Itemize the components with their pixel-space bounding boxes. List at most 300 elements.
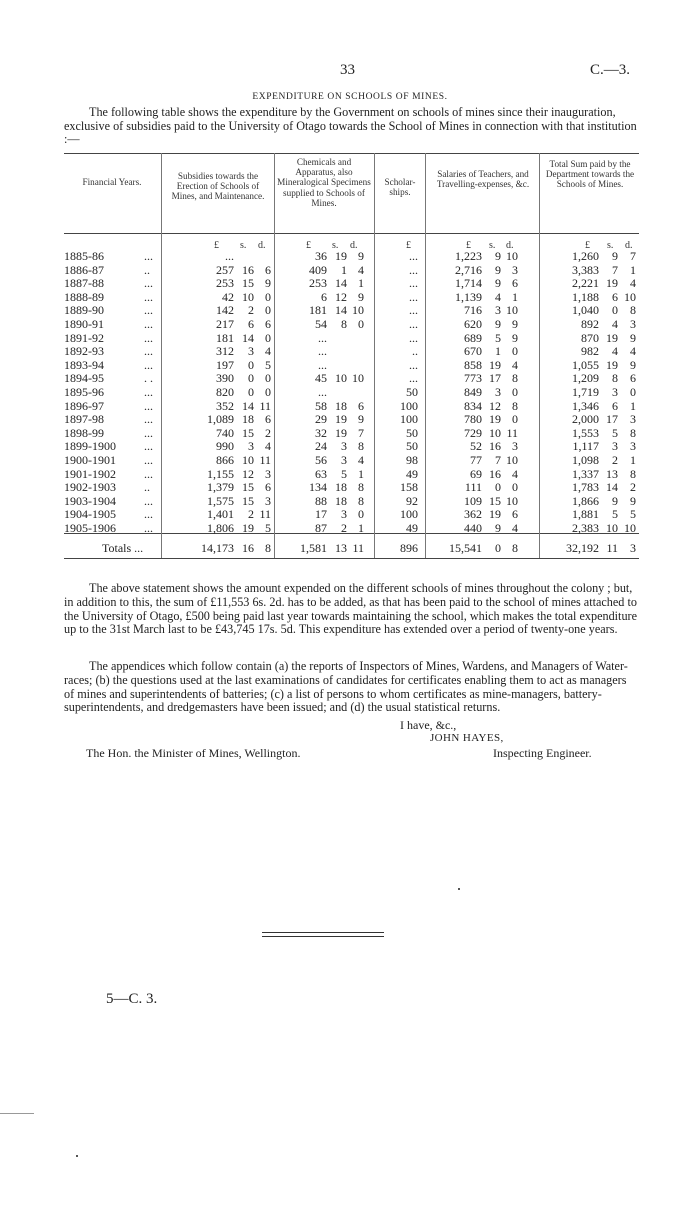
cell: ...: [409, 249, 418, 263]
cell: 2: [630, 480, 636, 495]
cell: 14: [242, 330, 254, 345]
cell: 19: [335, 412, 347, 427]
cell: 87: [315, 521, 327, 535]
cell: 2: [612, 453, 618, 467]
cell: 4: [265, 439, 271, 454]
cell: 14: [242, 398, 254, 413]
cell: ...: [144, 303, 153, 318]
cell: 10: [506, 249, 518, 263]
cell: 7: [495, 453, 501, 467]
cell: 19: [489, 357, 501, 372]
table-row: [64, 331, 639, 345]
cell: 14: [335, 303, 347, 318]
cell: 440: [464, 521, 482, 535]
cell: 362: [464, 507, 482, 522]
cell: 18: [335, 398, 347, 413]
unit-shillings: s.: [607, 240, 614, 251]
cell: ...: [144, 385, 153, 399]
table-row: [64, 507, 639, 521]
cell: 9: [495, 262, 501, 277]
cell: ...: [144, 521, 153, 535]
cell: 9: [358, 412, 364, 427]
financial-year: 1897-98: [64, 412, 104, 427]
document-reference: C.—3.: [590, 62, 631, 78]
cell: 11: [352, 541, 364, 555]
cell: 2,383: [572, 521, 599, 535]
cell: 6: [265, 317, 271, 331]
cell: 4: [630, 276, 636, 291]
header-salaries: Salaries of Teachers, and Travelling-expenses, &c.: [436, 169, 530, 190]
cell: ...: [144, 453, 153, 467]
cell: 3: [512, 262, 518, 277]
cell: 8: [630, 303, 636, 318]
financial-year: 1899-1900: [64, 439, 116, 454]
unit-pence: d.: [258, 240, 266, 251]
cell: 13: [606, 466, 618, 481]
cell: 8: [265, 541, 271, 555]
cell: 0: [630, 385, 636, 399]
financial-year: 1904-1905: [64, 507, 116, 522]
cell: 1: [341, 262, 347, 277]
cell: 1: [358, 521, 364, 535]
cell: 32: [315, 425, 327, 440]
cell: ...: [144, 398, 153, 413]
cell: 773: [464, 371, 482, 386]
table-row: [64, 344, 639, 358]
cell: ..: [412, 344, 418, 359]
cell: 1: [358, 276, 364, 291]
cell: 50: [406, 385, 418, 399]
cell: 13: [335, 541, 347, 555]
cell: 8: [512, 541, 518, 555]
cell: 1,719: [572, 385, 599, 399]
cell: 6: [265, 412, 271, 427]
cell: 217: [216, 317, 234, 331]
cell: 15: [242, 480, 254, 495]
cell: 1,581: [300, 541, 327, 555]
cell: 56: [315, 453, 327, 467]
cell: ...: [409, 330, 418, 345]
cell: 0: [512, 344, 518, 359]
financial-year: 1903-1904: [64, 493, 116, 508]
cell: 6: [512, 276, 518, 291]
cell: 88: [315, 493, 327, 508]
unit-pence: d.: [506, 240, 514, 251]
financial-year: 1893-94: [64, 357, 104, 372]
cell: ...: [409, 371, 418, 386]
cell: ...: [409, 303, 418, 318]
cell: 0: [265, 303, 271, 318]
table-row: [64, 494, 639, 508]
cell: 109: [464, 493, 482, 508]
cell: 9: [512, 330, 518, 345]
cell: 9: [612, 493, 618, 508]
closing-rule: [262, 932, 384, 933]
cell: 4: [265, 344, 271, 359]
cell: 2: [265, 425, 271, 440]
cell: 6: [321, 289, 327, 304]
cell: ...: [318, 344, 327, 359]
cell: 7: [630, 249, 636, 263]
cell: 8: [612, 371, 618, 386]
unit-pound: £: [466, 240, 471, 251]
cell: ...: [409, 289, 418, 304]
page-number: 33: [340, 62, 355, 78]
print-speck: [76, 1155, 78, 1157]
financial-year: 1901-1902: [64, 466, 116, 481]
cell: 9: [265, 276, 271, 291]
cell: 670: [464, 344, 482, 359]
cell: 1,714: [455, 276, 482, 291]
margin-line: [0, 1113, 34, 1114]
cell: 0: [265, 330, 271, 345]
cell: 4: [512, 466, 518, 481]
cell: 9: [512, 317, 518, 331]
cell: 4: [358, 453, 364, 467]
financial-year: 1894-95: [64, 371, 104, 386]
cell: 9: [495, 276, 501, 291]
cell: 409: [309, 262, 327, 277]
table-row: [64, 249, 639, 263]
cell: 9: [495, 249, 501, 263]
financial-year: 1891-92: [64, 330, 104, 345]
cell: 32,192: [566, 541, 599, 555]
cell: 1,117: [572, 439, 599, 454]
table-row: [64, 480, 639, 494]
cell: 740: [216, 425, 234, 440]
financial-year: 1885-86: [64, 249, 104, 263]
cell: 3: [265, 493, 271, 508]
cell: 11: [259, 398, 271, 413]
cell: 18: [335, 493, 347, 508]
cell: 1,098: [572, 453, 599, 467]
cell: 1: [358, 466, 364, 481]
cell: 5: [265, 357, 271, 372]
cell: 98: [406, 453, 418, 467]
cell: 19: [242, 521, 254, 535]
cell: 716: [464, 303, 482, 318]
page-footer-reference: 5—C. 3.: [106, 991, 158, 1007]
cell: 17: [489, 371, 501, 386]
cell: 9: [630, 493, 636, 508]
cell: 3: [248, 344, 254, 359]
cell: 6: [512, 507, 518, 522]
addressee: The Hon. the Minister of Mines, Wellington.: [86, 746, 301, 760]
cell: 42: [222, 289, 234, 304]
cell: 1,806: [207, 521, 234, 535]
cell: 10: [606, 521, 618, 535]
financial-year: 1898-99: [64, 425, 104, 440]
cell: 15: [242, 276, 254, 291]
cell: 0: [265, 385, 271, 399]
cell: 63: [315, 466, 327, 481]
header-total: Total Sum paid by the Department towards the Schools of Mines.: [545, 159, 635, 190]
cell: 6: [265, 262, 271, 277]
cell: 0: [612, 303, 618, 318]
cell: 12: [335, 289, 347, 304]
cell: 15: [242, 493, 254, 508]
cell: 50: [406, 439, 418, 454]
cell: 834: [464, 398, 482, 413]
cell: 1: [630, 262, 636, 277]
financial-year: 1889-90: [64, 303, 104, 318]
cell: 3: [265, 466, 271, 481]
cell: 6: [612, 398, 618, 413]
cell: 10: [506, 453, 518, 467]
cell: 620: [464, 317, 482, 331]
financial-year: 1888-89: [64, 289, 104, 304]
cell: 54: [315, 317, 327, 331]
cell: 8: [358, 439, 364, 454]
cell: 58: [315, 398, 327, 413]
cell: 24: [315, 439, 327, 454]
cell: 9: [612, 249, 618, 263]
cell: 5: [612, 425, 618, 440]
financial-year: 1896-97: [64, 398, 104, 413]
cell: 990: [216, 439, 234, 454]
cell: ...: [144, 289, 153, 304]
cell: . .: [144, 371, 153, 386]
cell: 1,401: [207, 507, 234, 522]
cell: 19: [606, 276, 618, 291]
cell: 11: [259, 453, 271, 467]
cell: 142: [216, 303, 234, 318]
cell: 820: [216, 385, 234, 399]
cell: 49: [406, 466, 418, 481]
cell: 1,337: [572, 466, 599, 481]
cell: 3: [630, 317, 636, 331]
cell: 0: [265, 289, 271, 304]
unit-pound: £: [406, 240, 411, 251]
cell: 15: [489, 493, 501, 508]
financial-year: 1886-87: [64, 262, 104, 277]
cell: 6: [358, 398, 364, 413]
cell: 1,575: [207, 493, 234, 508]
cell: 3,383: [572, 262, 599, 277]
table-row: [64, 521, 639, 535]
cell: 982: [581, 344, 599, 359]
cell: 866: [216, 453, 234, 467]
table-row: [64, 399, 639, 413]
cell: ...: [409, 317, 418, 331]
cell: 1,040: [572, 303, 599, 318]
cell: 1,346: [572, 398, 599, 413]
cell: 29: [315, 412, 327, 427]
unit-shillings: s.: [332, 240, 339, 251]
cell: 2,221: [572, 276, 599, 291]
intro-paragraph: The following table shows the expenditure by the Government on schools of mines since their inauguration, exclusive of subsidies paid to the University of Otago towards the School of Mines in connection with that institution :—: [64, 105, 637, 146]
cell: 1,223: [455, 249, 482, 263]
cell: ...: [144, 249, 153, 263]
cell: ..: [144, 262, 150, 277]
cell: 1,783: [572, 480, 599, 495]
cell: 17: [315, 507, 327, 522]
cell: 3: [341, 507, 347, 522]
cell: 0: [248, 385, 254, 399]
table-row: [64, 303, 639, 317]
cell: 16: [489, 439, 501, 454]
cell: 352: [216, 398, 234, 413]
cell: 4: [512, 357, 518, 372]
cell: 52: [470, 439, 482, 454]
cell: 5: [265, 521, 271, 535]
cell: ...: [144, 330, 153, 345]
cell: ...: [144, 466, 153, 481]
cell: 3: [341, 439, 347, 454]
financial-year: 1905-1906: [64, 521, 116, 535]
cell: ...: [318, 330, 327, 345]
cell: 4: [612, 344, 618, 359]
table-row: [64, 263, 639, 277]
cell: 1: [512, 289, 518, 304]
cell: 50: [406, 425, 418, 440]
cell: 3: [630, 541, 636, 555]
cell: 849: [464, 385, 482, 399]
cell: 14: [335, 276, 347, 291]
cell: 3: [495, 303, 501, 318]
cell: 100: [400, 398, 418, 413]
cell: 1,379: [207, 480, 234, 495]
cell: 253: [309, 276, 327, 291]
financial-year: 1887-88: [64, 276, 104, 291]
cell: 1,260: [572, 249, 599, 263]
cell: 8: [358, 480, 364, 495]
cell: 77: [470, 453, 482, 467]
cell: 69: [470, 466, 482, 481]
cell: 36: [315, 249, 327, 263]
cell: 9: [358, 289, 364, 304]
signatory-position: Inspecting Engineer.: [493, 746, 592, 760]
cell: 5: [630, 507, 636, 522]
cell: ...: [225, 249, 234, 263]
cell: 312: [216, 344, 234, 359]
cell: 14: [606, 480, 618, 495]
cell: 3: [630, 412, 636, 427]
cell: 5: [341, 466, 347, 481]
cell: ...: [144, 507, 153, 522]
cell: 3: [512, 439, 518, 454]
cell: 15,541: [449, 541, 482, 555]
cell: 9: [630, 330, 636, 345]
cell: 18: [242, 412, 254, 427]
cell: 3: [495, 385, 501, 399]
expenditure-table: [64, 153, 639, 567]
table-row: [64, 426, 639, 440]
cell: 1: [630, 453, 636, 467]
unit-shillings: s.: [240, 240, 247, 251]
cell: 689: [464, 330, 482, 345]
cell: 780: [464, 412, 482, 427]
cell: 1,209: [572, 371, 599, 386]
cell: 870: [581, 330, 599, 345]
cell: 8: [512, 371, 518, 386]
cell: 2: [248, 507, 254, 522]
cell: 1,089: [207, 412, 234, 427]
unit-pence: d.: [625, 240, 633, 251]
financial-year: 1895-96: [64, 385, 104, 399]
cell: 181: [309, 303, 327, 318]
print-speck: [458, 888, 460, 890]
financial-year: 1892-93: [64, 344, 104, 359]
cell: 19: [489, 412, 501, 427]
cell: 9: [358, 249, 364, 263]
table-row: [64, 317, 639, 331]
cell: 3: [630, 439, 636, 454]
header-scholarships: Scholar-ships.: [384, 177, 416, 198]
unit-pound: £: [585, 240, 590, 251]
appendices-paragraph: The appendices which follow contain (a) the reports of Inspectors of Mines, Wardens, and Managers of Water-races; (b) the questions used at the last examinations of candidates for certificates enabling them to act as managers of mines and superintendents of batteries; (c) a list of persons to whom certificates as mine-managers, battery-superintendents, and dredgemasters have been issued; and (d) the usual statistical returns.: [64, 659, 628, 715]
cell: 9: [495, 521, 501, 535]
cell: 111: [464, 480, 482, 495]
cell: ...: [144, 425, 153, 440]
cell: 0: [265, 371, 271, 386]
cell: 8: [341, 317, 347, 331]
cell: 1,055: [572, 357, 599, 372]
financial-year: 1902-1903: [64, 480, 116, 495]
cell: 257: [216, 262, 234, 277]
unit-pound: £: [214, 240, 219, 251]
cell: 49: [406, 521, 418, 535]
cell: 0: [248, 357, 254, 372]
cell: 1,139: [455, 289, 482, 304]
cell: 158: [400, 480, 418, 495]
cell: 390: [216, 371, 234, 386]
closing-salutation: I have, &c.,: [400, 718, 457, 732]
cell: 1,553: [572, 425, 599, 440]
cell: 1,866: [572, 493, 599, 508]
cell: ...: [144, 317, 153, 331]
cell: 4: [630, 344, 636, 359]
cell: 896: [400, 541, 418, 555]
cell: 3: [612, 385, 618, 399]
cell: 18: [335, 480, 347, 495]
cell: 7: [612, 262, 618, 277]
header-financial-years: Financial Years.: [82, 177, 142, 187]
cell: 5: [495, 330, 501, 345]
cell: ...: [144, 276, 153, 291]
cell: 9: [495, 317, 501, 331]
financial-year: 1900-1901: [64, 453, 116, 467]
unit-pence: d.: [350, 240, 358, 251]
statement-paragraph: The above statement shows the amount expended on the different schools of mines throughout the colony ; but, in addition to this, the sum of £11,553 6s. 2d. has to be added, as that has been paid to the school of mines attached to the University of Otago, £500 being paid last year towards maintaining the school, which makes the total expenditure up to the 31st March last to be £43,745 17s. 5d. This expenditure has extended over a period of twenty-one years.: [64, 581, 638, 637]
cell: 8: [512, 398, 518, 413]
cell: 858: [464, 357, 482, 372]
cell: 2: [341, 521, 347, 535]
cell: 0: [512, 480, 518, 495]
unit-shillings: s.: [489, 240, 496, 251]
cell: 3: [612, 439, 618, 454]
cell: 3: [248, 439, 254, 454]
cell: 12: [489, 398, 501, 413]
header-chemicals: Chemicals and Apparatus, also Mineralogical Specimens supplied to Schools of Mines.: [277, 157, 371, 208]
cell: 2,716: [455, 262, 482, 277]
cell: 0: [495, 480, 501, 495]
table-row: [64, 290, 639, 304]
table-row: [64, 439, 639, 453]
cell: 729: [464, 425, 482, 440]
totals-row: [64, 541, 639, 555]
cell: 8: [630, 425, 636, 440]
cell: ...: [144, 439, 153, 454]
cell: 19: [606, 330, 618, 345]
cell: 11: [506, 425, 518, 440]
cell: ...: [144, 357, 153, 372]
cell: 181: [216, 330, 234, 345]
cell: 4: [495, 289, 501, 304]
cell: 10: [335, 371, 347, 386]
unit-pound: £: [306, 240, 311, 251]
cell: ...: [409, 262, 418, 277]
